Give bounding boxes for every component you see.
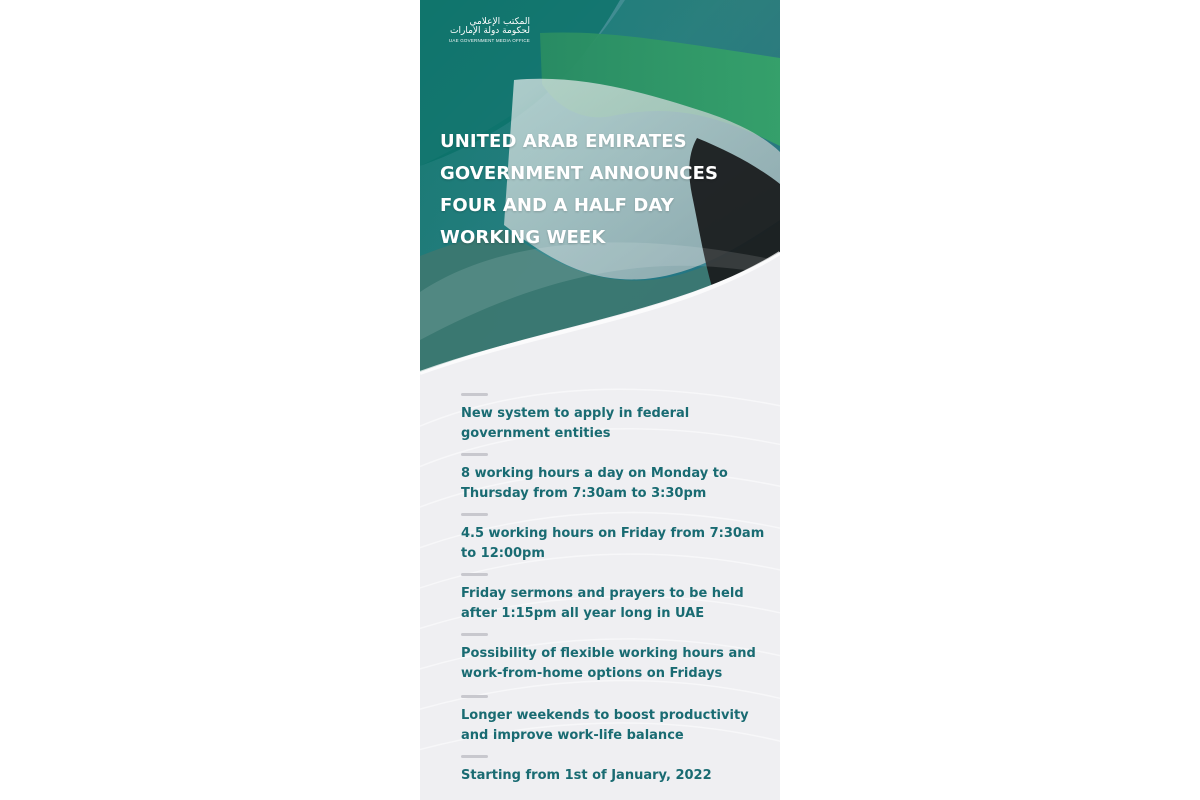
list-item-line: to 12:00pm <box>461 546 545 561</box>
list-item-text <box>461 766 751 786</box>
list-item <box>461 453 751 504</box>
list-item-line: New system to apply in federal <box>461 406 690 421</box>
list-item-text <box>461 706 751 746</box>
list-item-line: Starting from 1st of January, 2022 <box>461 768 712 783</box>
title-line: WORKING WEEK <box>440 227 606 248</box>
list-item-text <box>461 524 765 564</box>
list-item-text <box>461 404 751 444</box>
list-item-dash <box>461 633 488 636</box>
list-item-text <box>461 644 756 684</box>
logo-english-text: UAE GOVERNMENT MEDIA OFFICE <box>448 37 530 43</box>
list-item <box>461 695 751 746</box>
list-item-dash <box>461 393 488 396</box>
list-item-line: government entities <box>461 426 611 441</box>
title-line: FOUR AND A HALF DAY <box>440 195 674 216</box>
list-item-text <box>461 464 751 504</box>
list-item <box>461 393 751 444</box>
title-line: GOVERNMENT ANNOUNCES <box>440 163 719 184</box>
logo-arabic-line-2: لحكومة دولة الإمارات <box>450 26 530 37</box>
media-office-logo <box>438 18 530 44</box>
list-item <box>461 573 751 624</box>
logo-arabic-line-1: المكتب الإعلامي <box>469 17 530 27</box>
list-item-line: Friday sermons and prayers to be held <box>461 586 744 601</box>
list-item <box>461 513 765 564</box>
list-item-dash <box>461 573 488 576</box>
list-item-line: 8 working hours a day on Monday to <box>461 466 728 481</box>
title-line: UNITED ARAB EMIRATES <box>440 131 687 152</box>
list-item-dash <box>461 453 488 456</box>
list-item-line: after 1:15pm all year long in UAE <box>461 606 705 621</box>
list-item <box>461 633 756 684</box>
list-item-dash <box>461 695 488 698</box>
list-item <box>461 755 751 786</box>
list-item-dash <box>461 513 488 516</box>
list-item-line: Thursday from 7:30am to 3:30pm <box>461 486 707 501</box>
list-item-line: and improve work-life balance <box>461 728 684 743</box>
list-item-line: work-from-home options on Fridays <box>461 666 723 681</box>
list-item-line: 4.5 working hours on Friday from 7:30am <box>461 526 765 541</box>
list-item-text <box>461 584 751 624</box>
announcement-title <box>440 126 740 254</box>
list-item-line: Possibility of flexible working hours and <box>461 646 756 661</box>
list-item-line: Longer weekends to boost productivity <box>461 708 749 723</box>
announcement-poster <box>420 0 780 800</box>
list-item-dash <box>461 755 488 758</box>
